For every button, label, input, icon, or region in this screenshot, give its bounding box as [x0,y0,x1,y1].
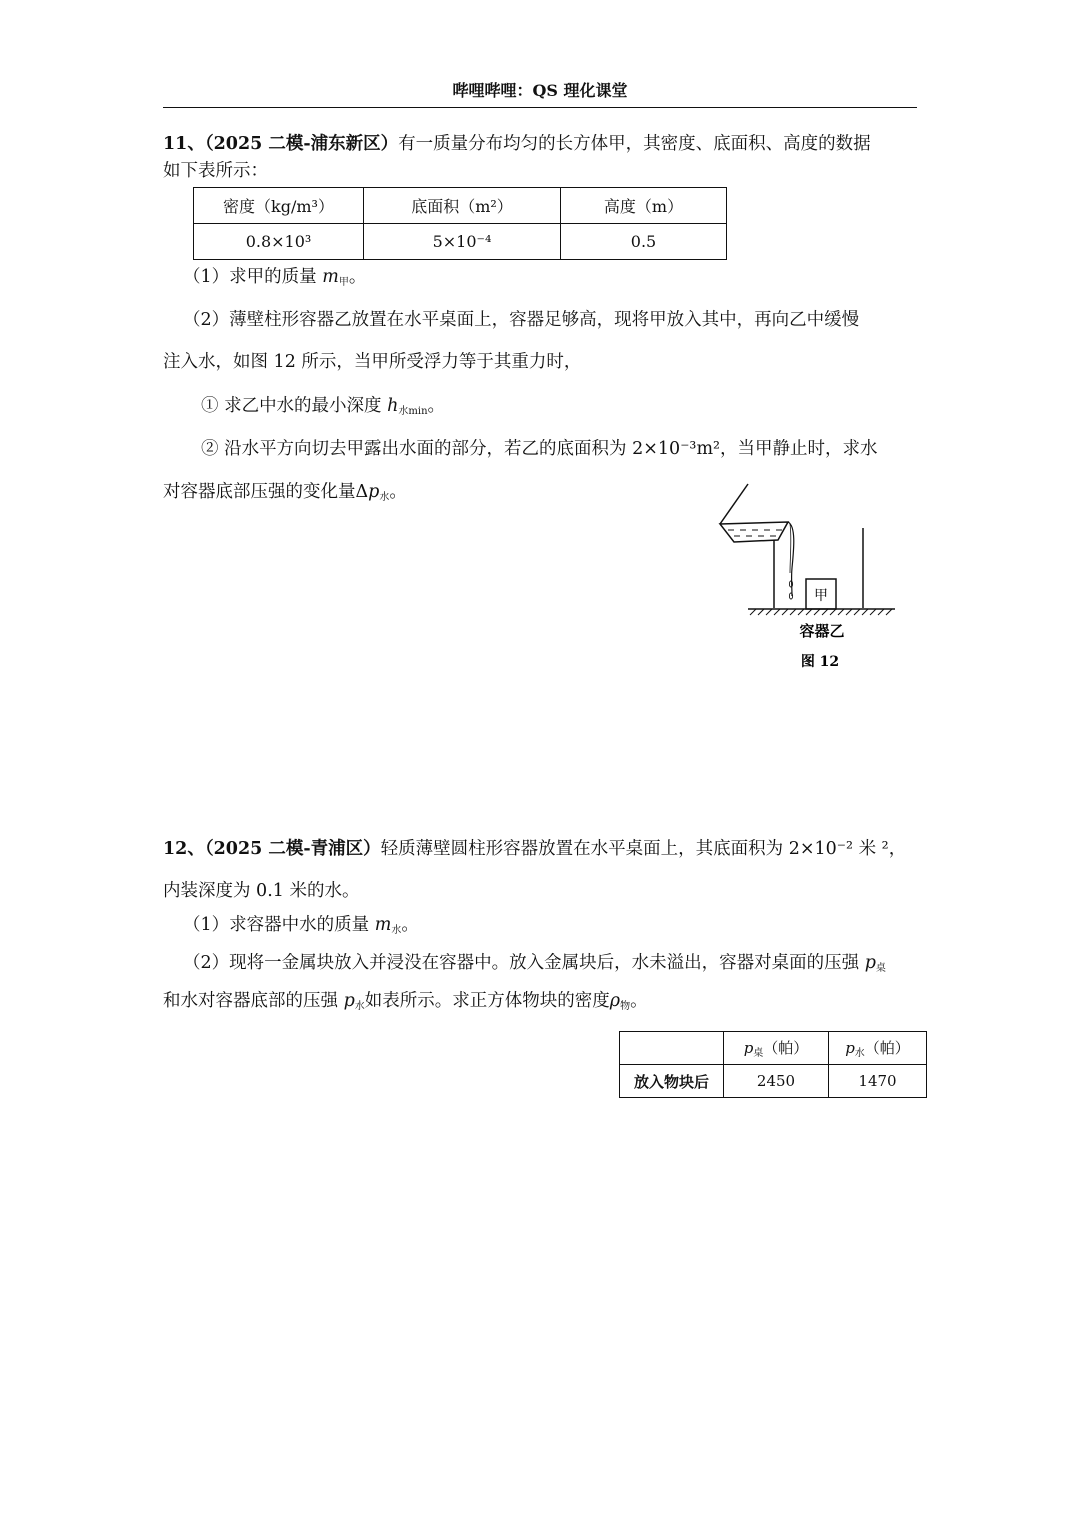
q12-part2-sub3: 物 [620,1001,631,1012]
col2-unit: （帕） [864,1039,910,1057]
table-cell: 0.8×10³ [194,224,364,260]
figure-12 [710,478,910,678]
pouring-beaker [720,522,788,542]
q12-part2-mid: 如表所示。求正方体物块的密度 [364,991,610,1011]
q12-part1 [183,912,419,944]
block-label: 甲 [814,588,828,604]
beaker-handle [720,484,748,524]
figure-caption: 图 12 [800,654,840,670]
q11-sub2-text: 对容器底部压强的变化量Δ [163,482,369,502]
table-cell: 5×10⁻⁴ [364,224,561,260]
page-header: 哔哩哔哩：QS 理化课堂 [163,78,917,108]
table-header-cell-empty [620,1032,724,1065]
q12-part2-var2: p [343,991,355,1011]
table-header-cell: 高度（m） [561,188,727,224]
q12-intro-line1 [163,836,906,862]
q11-sub1-sub: 水min [398,406,428,417]
table-cell: 0.5 [561,224,727,260]
q12-number: 12、 [163,839,205,859]
q12-part1-end: 。 [401,915,419,935]
table-row [194,224,727,260]
q12-part2-var3: ρ [609,991,621,1011]
table-row [620,1032,927,1065]
table-row [194,188,727,224]
q12-part2-var1: p [864,953,876,973]
q11-intro-line2: 如下表所示： [163,161,268,181]
q12-source: （2025 二模-青浦区） [204,839,381,859]
col1-unit: （帕） [763,1039,809,1057]
q12-part1-text: （1）求容器中水的质量 [183,915,375,935]
col2-sub: 水 [854,1048,865,1059]
table-header-cell: 密度（kg/m³） [194,188,364,224]
q11-data-table [193,187,727,260]
table-row-label: 放入物块后 [620,1065,724,1098]
container-label: 容器乙 [799,622,845,640]
q11-sub2-sub: 水 [379,492,390,503]
q12-part2-sub1: 桌 [875,963,886,974]
q11-part1 [183,264,366,296]
q12-part2-text: （2）现将一金属块放入并浸没在容器中。放入金属块后，水未溢出，容器对桌面的压强 [183,953,865,973]
col1-sub: 桌 [753,1048,764,1059]
q12-data-table [619,1031,927,1098]
q11-sub1-end: 。 [427,396,446,416]
q12-part1-var: m [374,915,392,935]
col1-var: p [743,1039,754,1057]
q11-sub1-text: ① 求乙中水的最小深度 [201,396,388,416]
water-stream-inner [790,524,791,573]
q11-part1-text: （1）求甲的质量 [183,267,323,287]
table-row [620,1065,927,1098]
q12-part1-sub: 水 [391,925,402,936]
q11-sub1 [201,393,445,425]
table-header-cell [724,1032,829,1065]
q12-part2-line2 [163,988,648,1020]
q11-number: 11、 [163,134,205,154]
q11-sub2-end: 。 [389,482,407,502]
q11-sub1-var: h [387,396,399,416]
q12-part2-line2-text: 和水对容器底部的压强 [163,991,344,1011]
q11-part2-line1: （2）薄壁柱形容器乙放置在水平桌面上，容器足够高，现将甲放入其中，再向乙中缓慢 [183,310,860,330]
q11-intro-text: 有一质量分布均匀的长方体甲，其密度、底面积、高度的数据 [398,134,871,154]
ground-hatch [750,609,892,615]
q12-part2-sub2: 水 [354,1001,365,1012]
q11-sub2-line2 [163,479,407,511]
table-header-cell: 底面积（m²） [364,188,561,224]
table-cell: 2450 [724,1065,829,1098]
q11-sub2-var: p [368,482,380,502]
q11-part2-line2: 注入水，如图 12 所示，当甲所受浮力等于其重力时， [163,352,582,372]
q12-intro-text: 轻质薄壁圆柱形容器放置在水平桌面上，其底面积为 2×10⁻² 米 ²， [380,839,907,859]
table-cell: 1470 [829,1065,927,1098]
q12-part2-line1 [183,950,886,982]
q11-part1-sub: 甲 [338,277,349,288]
q11-part1-end: 。 [348,267,367,287]
q11-intro-line1 [163,131,871,157]
q11-part1-var: m [322,267,339,287]
q11-source: （2025 二模-浦东新区） [204,134,399,154]
q12-intro-line2: 内装深度为 0.1 米的水。 [163,881,360,901]
q11-sub2-line1: ② 沿水平方向切去甲露出水面的部分，若乙的底面积为 2×10⁻³m²，当甲静止时，求水 [201,439,878,459]
table-header-cell [829,1032,927,1065]
col2-var: p [845,1039,855,1057]
q12-part2-end: 。 [630,991,648,1011]
beaker-water [728,530,782,536]
